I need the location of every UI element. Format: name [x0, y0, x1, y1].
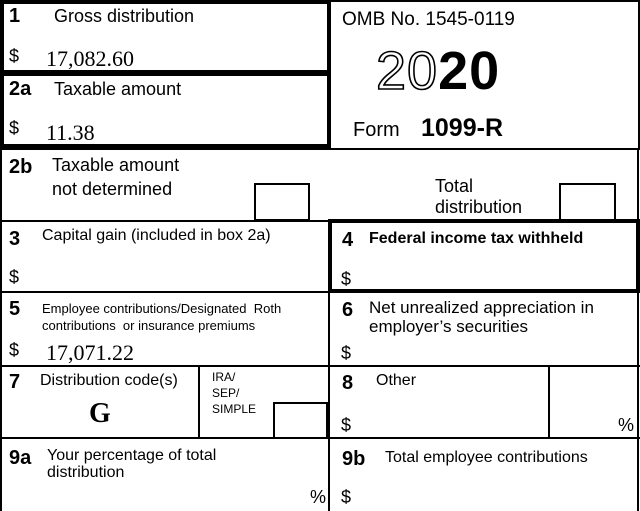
box-2b-label-2: not determined	[52, 179, 173, 199]
gross-distribution-value[interactable]: 17,082.60	[46, 46, 134, 71]
left-border	[0, 148, 2, 511]
box-9a-label-1: Your percentage of total	[47, 447, 217, 464]
box-5-dollar: $	[9, 340, 20, 360]
column-line	[328, 291, 330, 511]
box-2b-label-1: Taxable amount	[52, 155, 180, 175]
column-line	[548, 365, 550, 438]
right-border	[637, 148, 639, 511]
box-1-dollar: $	[9, 46, 20, 66]
box-6-number: 6	[342, 299, 354, 321]
box-5-label-2: contributions or insurance premiums	[42, 318, 256, 333]
box-2a-label: Taxable amount	[54, 79, 182, 99]
box-8-percent: %	[618, 415, 635, 435]
total-distribution-label-1: Total	[435, 176, 474, 196]
box-2b-number: 2b	[9, 156, 33, 178]
box-5-number: 5	[9, 298, 21, 320]
box-8-label: Other	[376, 372, 417, 389]
box-3-number: 3	[9, 228, 21, 250]
ira-label-1: IRA/	[212, 370, 236, 384]
not-determined-checkbox[interactable]	[254, 183, 310, 221]
box-9b-dollar: $	[341, 487, 352, 507]
total-distribution-label-2: distribution	[435, 197, 523, 217]
form-number: 1099-R	[421, 114, 503, 142]
box-2a-number: 2a	[9, 78, 32, 100]
column-line	[198, 365, 200, 438]
box-9b-label: Total employee contributions	[385, 449, 588, 466]
form-prefix: Form	[353, 119, 400, 141]
box-7-number: 7	[9, 371, 21, 393]
tax-year-outline: 20	[376, 41, 439, 101]
box-8-dollar: $	[341, 415, 352, 435]
ira-sep-simple-checkbox[interactable]	[273, 402, 328, 439]
box-3-dollar: $	[9, 267, 20, 287]
box-1-number: 1	[9, 5, 21, 27]
employee-contributions-value[interactable]: 17,071.22	[46, 340, 134, 365]
box-6-label-2: employer’s securities	[369, 317, 529, 336]
tax-year	[376, 41, 501, 101]
row-line	[0, 365, 640, 367]
box-8-number: 8	[342, 372, 354, 394]
box-2a-dollar: $	[9, 118, 20, 138]
total-distribution-checkbox[interactable]	[559, 183, 616, 221]
ira-label-2: SEP/	[212, 386, 240, 400]
box-9a-number: 9a	[9, 447, 32, 469]
omb-number: OMB No. 1545-0119	[342, 9, 515, 30]
box-7-label: Distribution code(s)	[40, 372, 178, 389]
box-1-label: Gross distribution	[54, 6, 195, 26]
row-line	[0, 148, 640, 150]
row-line	[0, 291, 330, 293]
box-5-label-1: Employee contributions/Designated Roth	[42, 301, 282, 316]
tax-year-bold: 20	[438, 41, 501, 101]
box-3-label: Capital gain (included in box 2a)	[42, 227, 271, 244]
box-4-dollar: $	[341, 269, 352, 289]
box-6-dollar: $	[341, 343, 352, 363]
box-6-label-1: Net unrealized appreciation in	[369, 298, 594, 317]
box-9a-percent: %	[310, 487, 327, 507]
box-4-label: Federal income tax withheld	[369, 230, 584, 247]
distribution-code-value[interactable]: G	[89, 398, 111, 429]
box-4-number: 4	[342, 229, 354, 251]
ira-label-3: SIMPLE	[212, 402, 257, 416]
box-9a-label-2: distribution	[47, 464, 125, 481]
box-9b-number: 9b	[342, 448, 366, 470]
taxable-amount-value[interactable]: 11.38	[46, 120, 95, 145]
